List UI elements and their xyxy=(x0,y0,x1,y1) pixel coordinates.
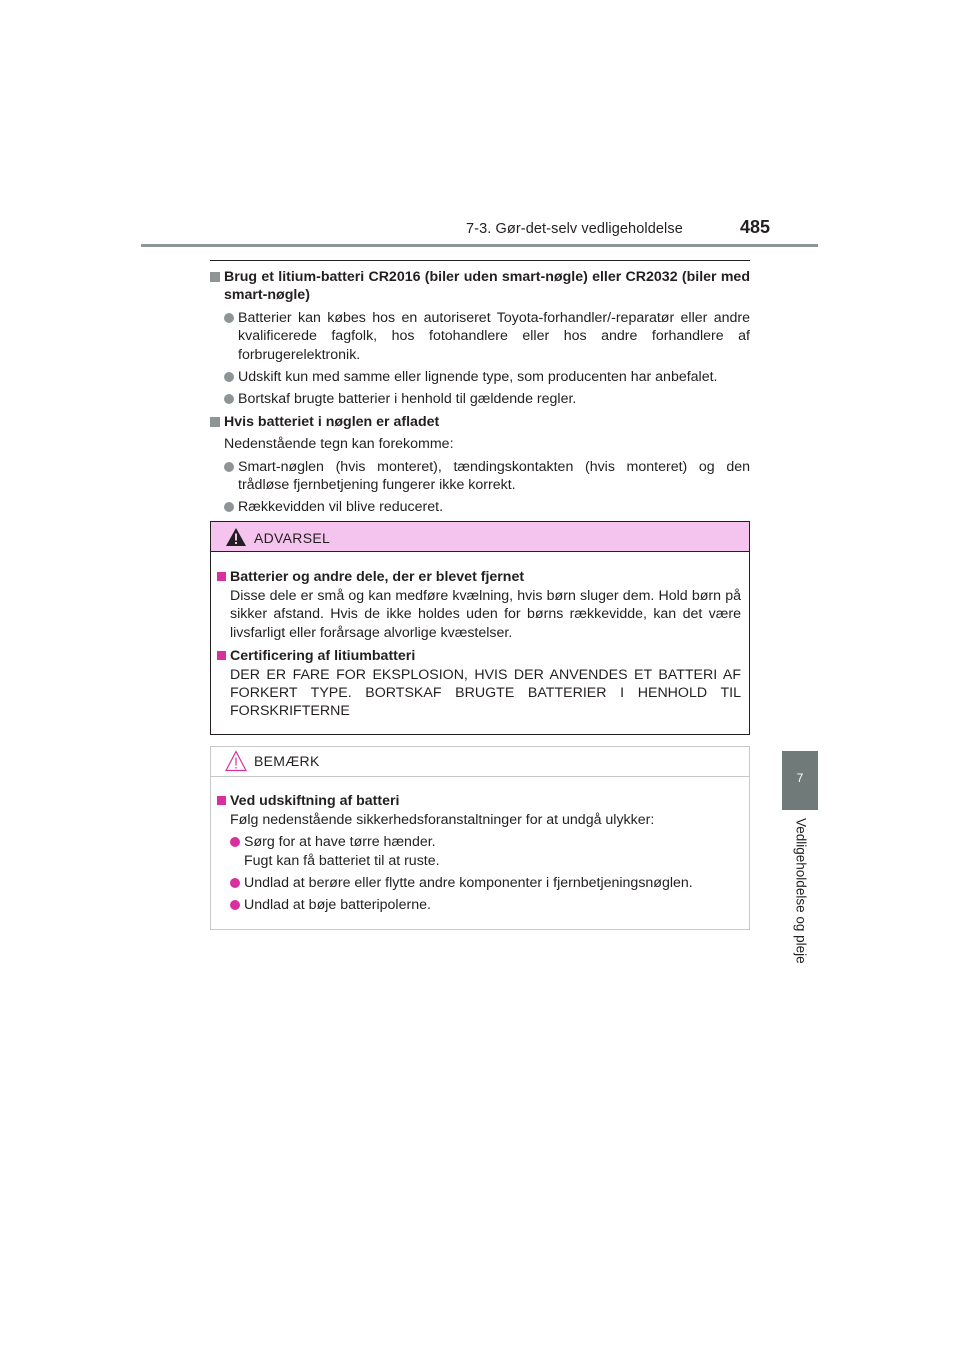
warning-triangle-icon xyxy=(225,527,247,547)
square-bullet-icon xyxy=(210,417,220,427)
section-heading xyxy=(210,413,750,431)
section-heading xyxy=(210,268,750,305)
warning-header xyxy=(211,522,749,552)
chapter-tab[interactable] xyxy=(782,751,818,810)
section-heading-text: Hvis batteriet i nøglen er afladet xyxy=(224,413,440,430)
list-item-text: Rækkevidden vil blive reduceret. xyxy=(238,499,444,516)
section-intro: Nedenstående tegn kan forekomme: xyxy=(224,436,454,453)
square-bullet-icon xyxy=(210,272,220,282)
section-heading-text: Brug et litium-batteri CR2016 (biler uden smart-nøgle) eller CR2032 (biler med smart-nøgle) xyxy=(224,269,750,304)
warning-item-text: DER ER FARE FOR EKSPLOSION, HVIS DER ANVENDES ET BATTERI AF FORKERT TYPE. BORTSKAF BRUGTE BATTERIER I HENHOLD TIL FORSKRIFTERNE xyxy=(230,667,741,720)
list-item-text: Sørg for at have tørre hænder. xyxy=(244,834,436,851)
warning-title: ADVARSEL xyxy=(254,530,331,546)
square-bullet-icon xyxy=(217,572,226,581)
list-item xyxy=(210,368,750,386)
notice-box xyxy=(210,746,750,930)
list-item xyxy=(217,896,741,914)
notice-title: BEMÆRK xyxy=(254,753,320,769)
warning-item-heading xyxy=(217,647,741,665)
notice-triangle-icon xyxy=(225,750,247,772)
header-rule xyxy=(141,244,818,247)
square-bullet-icon xyxy=(217,651,226,660)
notice-heading xyxy=(217,792,741,810)
page-header xyxy=(0,0,960,250)
round-bullet-icon xyxy=(224,372,234,382)
list-item-text: Batterier kan købes hos en autoriseret Toyota-forhandler/-reparatør eller andre kvalificerede fagfolk, hos fotohandlere eller hos andre forhandlere af forbrugerelektronik. xyxy=(238,309,750,363)
notice-header xyxy=(211,747,749,777)
list-item-subtext: Fugt kan få batteriet til at ruste. xyxy=(244,852,440,869)
round-bullet-icon xyxy=(230,878,240,888)
list-item xyxy=(217,874,741,892)
round-bullet-icon xyxy=(224,502,234,512)
list-item xyxy=(210,458,750,495)
warning-item-text: Disse dele er små og kan medføre kvælning, hvis børn sluger dem. Hold børn på sikker afstand. Hvis de ikke holdes uden for børns rækkevidde, kan det være livsfarligt eller forårsage alvorlige kvæstelser. xyxy=(230,588,741,641)
warning-item-heading xyxy=(217,568,741,586)
chapter-number: 7 xyxy=(796,771,804,785)
list-item xyxy=(210,309,750,364)
list-item xyxy=(210,390,750,408)
round-bullet-icon xyxy=(224,462,234,472)
section-title: 7-3. Gør-det-selv vedligeholdelse xyxy=(466,221,683,237)
notice-intro: Følg nedenstående sikkerhedsforanstaltninger for at undgå ulykker: xyxy=(230,812,655,829)
list-item xyxy=(217,833,741,869)
notice-body xyxy=(217,789,741,914)
main-content xyxy=(210,264,750,517)
content-top-rule xyxy=(210,260,750,261)
list-item xyxy=(210,498,750,516)
page-number: 485 xyxy=(740,217,771,237)
warning-item-heading-text: Batterier og andre dele, der er blevet fjernet xyxy=(230,569,525,585)
warning-box xyxy=(210,521,750,735)
notice-heading-text: Ved udskiftning af batteri xyxy=(230,793,400,809)
list-item-text: Smart-nøglen (hvis monteret), tændingskontakten (hvis monteret) og den trådløse fjernbetjening fungerer ikke korrekt. xyxy=(238,458,750,494)
round-bullet-icon xyxy=(230,900,240,910)
chapter-label-text: Vedligeholdelse og pleje xyxy=(793,818,809,964)
round-bullet-icon xyxy=(224,313,234,323)
list-item-text: Udskift kun med samme eller lignende type, som producenten har anbefalet. xyxy=(238,369,718,386)
round-bullet-icon xyxy=(224,394,234,404)
square-bullet-icon xyxy=(217,796,226,805)
list-item-text: Undlad at berøre eller flytte andre komponenter i fjernbetjeningsnøglen. xyxy=(244,874,693,891)
chapter-label xyxy=(791,818,811,978)
warning-body xyxy=(217,565,741,721)
list-item-text: Bortskaf brugte batterier i henhold til gældende regler. xyxy=(238,391,577,408)
round-bullet-icon xyxy=(230,837,240,847)
list-item-text: Undlad at bøje batteripolerne. xyxy=(244,897,431,914)
warning-item-heading-text: Certificering af litiumbatteri xyxy=(230,647,416,664)
